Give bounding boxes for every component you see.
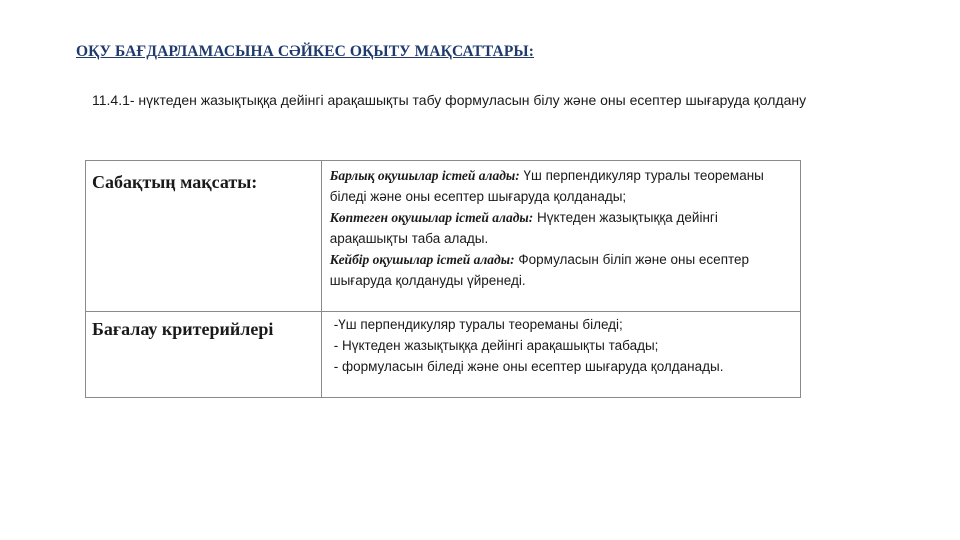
criteria-item: - Нүктеден жазықтыққа дейінгі арақашықты табады; (333, 338, 659, 353)
goals-content (322, 161, 800, 291)
page-heading: ОҚУ БАҒДАРЛАМАСЫНА СӘЙКЕС ОҚЫТУ МАҚСАТТАРЫ: (76, 43, 534, 60)
goal-lead: Кейбір оқушылар істей алады: (329, 252, 515, 267)
goal-lead: Көптеген оқушылар істей алады: (329, 210, 534, 225)
criteria-label: Бағалау критерийлері (92, 319, 274, 339)
goals-label-cell (86, 161, 322, 312)
goals-label: Сабақтың мақсаты: (92, 172, 258, 192)
criteria-item: -Үш перпендикуляр туралы теореманы біледі; (333, 317, 623, 332)
lesson-goals-table (85, 160, 801, 398)
criteria-content (322, 312, 800, 377)
goal-lead: Барлық оқушылар істей алады: (329, 168, 520, 183)
criteria-item: - формуласын біледі және оны есептер шығаруда қолданады. (333, 359, 724, 374)
goal-item-most-students (330, 207, 792, 249)
goal-text: Формуласын біліп және оны есептер шығаруда қолдануды үйренеді. (329, 252, 750, 288)
goal-text: Үш перпендикуляр туралы теореманы біледі және оны есептер шығаруда қолданады; (329, 168, 764, 204)
table-row-goals (86, 161, 801, 312)
goal-text: Нүктеден жазықтыққа дейінгі арақашықты таба алады. (329, 210, 718, 246)
criteria-content-cell (321, 312, 800, 398)
criteria-label-cell (86, 312, 322, 398)
goals-content-cell (321, 161, 800, 312)
goal-item-all-students (330, 165, 792, 207)
curriculum-objective: 11.4.1- нүктеден жазықтыққа дейінгі арақашықты табу формуласын білу және оны есептер шығаруда қолдану (92, 92, 807, 108)
goal-item-some-students (330, 249, 792, 291)
table-row-criteria (86, 312, 801, 398)
